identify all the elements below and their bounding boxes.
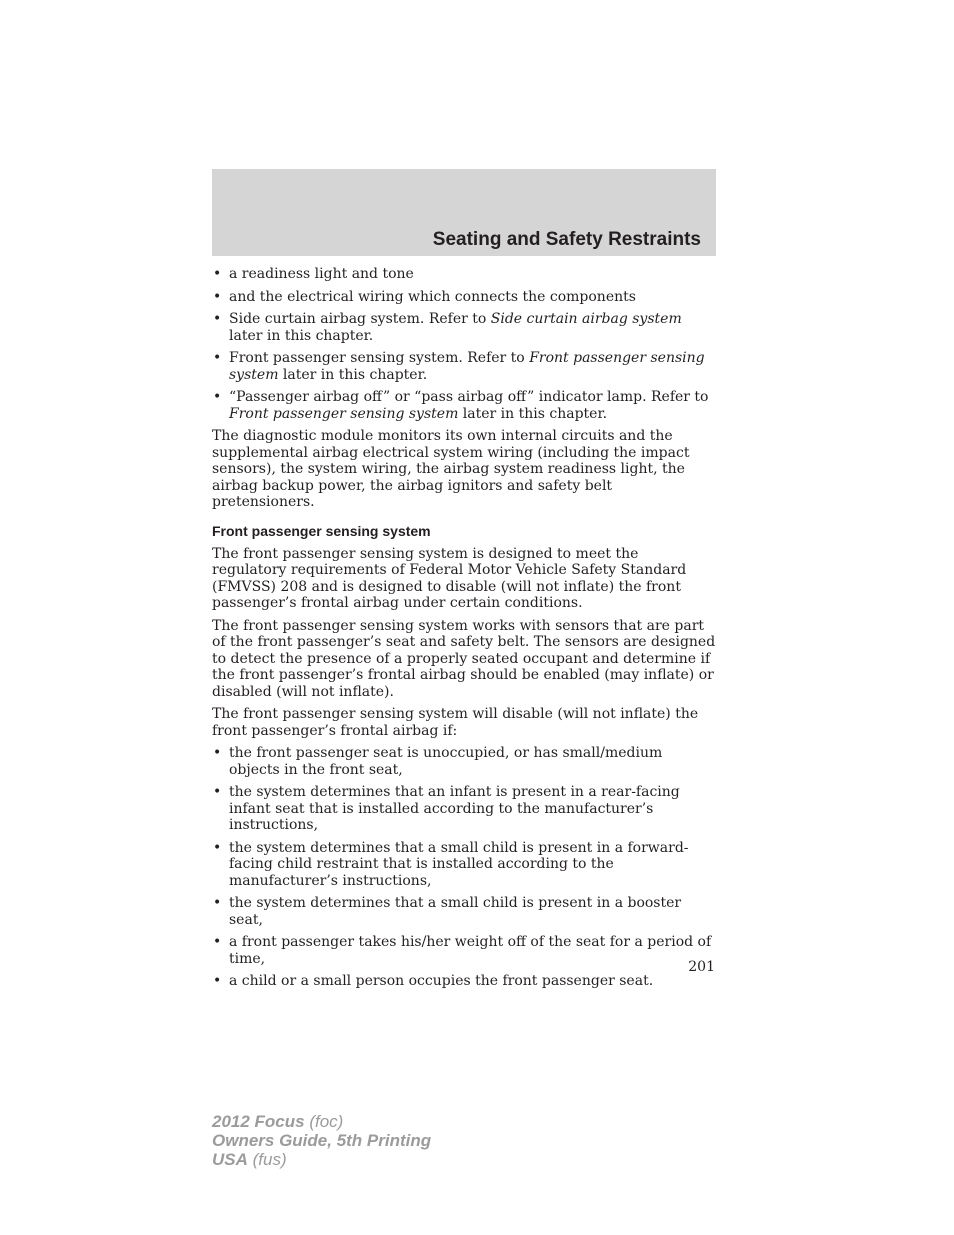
list-item: • a child or a small person occupies the front passenger seat. [212, 973, 717, 990]
footer-edition-line: Owners Guide, 5th Printing [212, 1131, 432, 1150]
component-list [212, 266, 717, 422]
list-item: • the system determines that a small child is present in a forward-facing child restraint that is installed according to the manufacturer’s instructions, [212, 840, 717, 890]
list-item: • Front passenger sensing system. Refer to Front passenger sensing system later in this chapter. [212, 350, 717, 383]
page-number: 201 [688, 959, 715, 975]
paragraph: The front passenger sensing system works with sensors that are part of the front passenger’s seat and safety belt. The sensors are designed to detect the presence of a properly seated occupant and determine if the front passenger’s frontal airbag should be enabled (may inflate) or disabled (will not inflate). [212, 617, 716, 700]
list-item: • a readiness light and tone [212, 266, 717, 283]
cross-reference: Front passenger sensing system [229, 350, 705, 383]
disable-conditions-list [212, 745, 717, 990]
section-heading: Front passenger sensing system [212, 522, 431, 539]
list-item: • Side curtain airbag system. Refer to Side curtain airbag system later in this chapter. [212, 311, 717, 344]
cross-reference: Side curtain airbag system [490, 311, 682, 327]
paragraph: The front passenger sensing system is designed to meet the regulatory requirements of Federal Motor Vehicle Safety Standard (FMVSS) 208 and is designed to disable (will not inflate) the front passenger’s frontal airbag under certain conditions. [212, 545, 687, 611]
list-item: • and the electrical wiring which connects the components [212, 289, 717, 306]
footer-market-line: USA (fus) [212, 1150, 287, 1169]
list-item: • the system determines that an infant is present in a rear-facing infant seat that is installed according to the manufacturer’s instructions, [212, 784, 717, 834]
paragraph: The front passenger sensing system will disable (will not inflate) the front passenger’s frontal airbag if: [212, 706, 699, 739]
section-header-band [212, 169, 716, 256]
page-content [212, 266, 717, 996]
footer-model-line: 2012 Focus (foc) [212, 1112, 344, 1131]
document-footer [212, 1112, 431, 1169]
list-item: • “Passenger airbag off” or “pass airbag off” indicator lamp. Refer to Front passenger sensing system later in this chapter. [212, 389, 717, 422]
cross-reference: Front passenger sensing system [229, 405, 459, 422]
paragraph-diagnostic: The diagnostic module monitors its own internal circuits and the supplemental airbag electrical system wiring (including the impact sensors), the system wiring, the airbag system readiness light, the airbag backup power, the airbag ignitors and safety belt pretensioners. [212, 428, 690, 510]
list-item: • a front passenger takes his/her weight off of the seat for a period of time, [212, 934, 717, 967]
list-item: • the front passenger seat is unoccupied, or has small/medium objects in the front seat, [212, 745, 717, 778]
list-item: • the system determines that a small child is present in a booster seat, [212, 895, 717, 928]
section-title: Seating and Safety Restraints [432, 229, 701, 250]
